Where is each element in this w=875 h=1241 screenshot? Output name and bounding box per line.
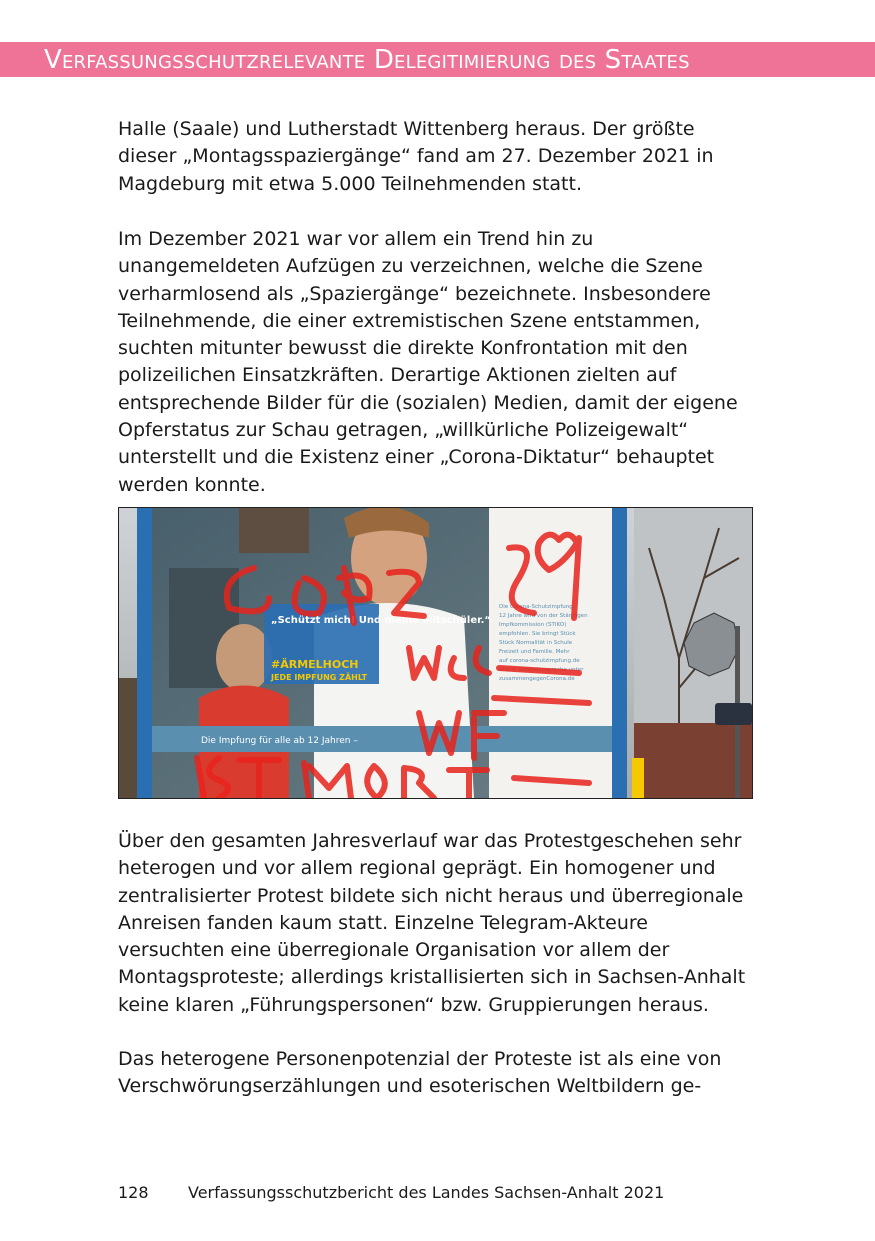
body-paragraph-4: Das heterogene Personenpotenzial der Proteste ist als eine von Verschwörungserzählungen und esoterischen Weltbildern ge- xyxy=(118,1048,722,1098)
body-paragraph-3: Über den gesamten Jahresverlauf war das Protestgeschehen sehr heterogen und vor allem regional geprägt. Ein homogener und zentralisierter Protest bildete sich nicht heraus und überregionale Anreisen fanden kaum statt. Einzelne Telegram-Akteure versuchten eine überregionale Organisation vor allem der Montagsproteste; allerdings kristallisierten sich in Sachsen-Anhalt keine klaren „Führungspersonen“ bzw. Gruppierungen heraus. xyxy=(118,830,746,1016)
poster-textblock-line: Freizeit und Familie. Mehr xyxy=(499,649,570,655)
frame-left xyxy=(137,508,152,798)
poster-banner-text: Die Impfung für alle ab 12 Jahren – xyxy=(201,736,358,746)
publication-title: Verfassungsschutzbericht des Landes Sachsen-Anhalt 2021 xyxy=(188,1183,665,1202)
poster-textblock-line: 12 Jahre wird von der Ständigen xyxy=(499,613,588,619)
graffiti-poster-photo xyxy=(118,507,753,799)
page-footer xyxy=(118,1182,664,1204)
body-paragraph-2: Im Dezember 2021 war vor allem ein Trend hin zu unangemeldeten Aufzügen zu verzeichnen, welche die Szene verharmlosend als „Spaziergänge“ bezeichnete. Insbesondere Teilnehmende, die einer extremistischen Szene entstammen, suchten mitunter bewusst die direkte Konfrontation mit den polizeilichen Einsatzkräften. Derartige Aktionen zielten auf entsprechende Bilder für die (sozialen) Medien, damit der eigene Opferstatus zur Schau getragen, „willkürliche Polizeigewalt“ unterstellt und die Existenz einer „Corona-Diktatur“ behauptet werden konnte. xyxy=(118,228,738,496)
body-paragraph-1: Halle (Saale) und Lutherstadt Wittenberg heraus. Der größte dieser „Montagsspaziergänge“ fand am 27. Dezember 2021 in Magdeburg mit etwa 5.000 Teilnehmenden statt. xyxy=(118,118,714,195)
poster-textblock-line: Die Corona-Schutzimpfung xyxy=(499,604,573,610)
right-hedge xyxy=(634,723,752,798)
page-header-title: Verfassungsschutzrelevante Delegitimierung des Staates xyxy=(44,45,690,75)
poster-textblock-line: empfohlen. Sie bringt Stück xyxy=(499,631,576,637)
page-number: 128 xyxy=(118,1183,149,1202)
poster-textblock-line: und in Gebärdensprache unter xyxy=(499,667,584,673)
poster-woman-head xyxy=(216,624,272,692)
poster-subline: JEDE IMPFUNG ZÄHLT xyxy=(271,673,368,682)
poster-textblock-line: auf corona-schutzimpfung.de xyxy=(499,658,580,664)
parked-car xyxy=(715,703,752,725)
poster-hashtag: #ÄRMELHOCH xyxy=(271,658,359,671)
poster-textblock-line: Impfkommission (STIKO) xyxy=(499,622,567,628)
poster-callout-text: „Schützt mich! Und meine Mitschüler.“ xyxy=(271,615,491,626)
poster-textblock-line: zusammengegenCorona.de xyxy=(499,676,575,682)
poster-picture-frame xyxy=(239,508,309,553)
poster-textblock-line: Stück Normalität in Schule xyxy=(499,640,573,646)
frame-right xyxy=(612,508,627,798)
yellow-bin xyxy=(632,758,644,798)
photo-illustration xyxy=(119,508,752,798)
